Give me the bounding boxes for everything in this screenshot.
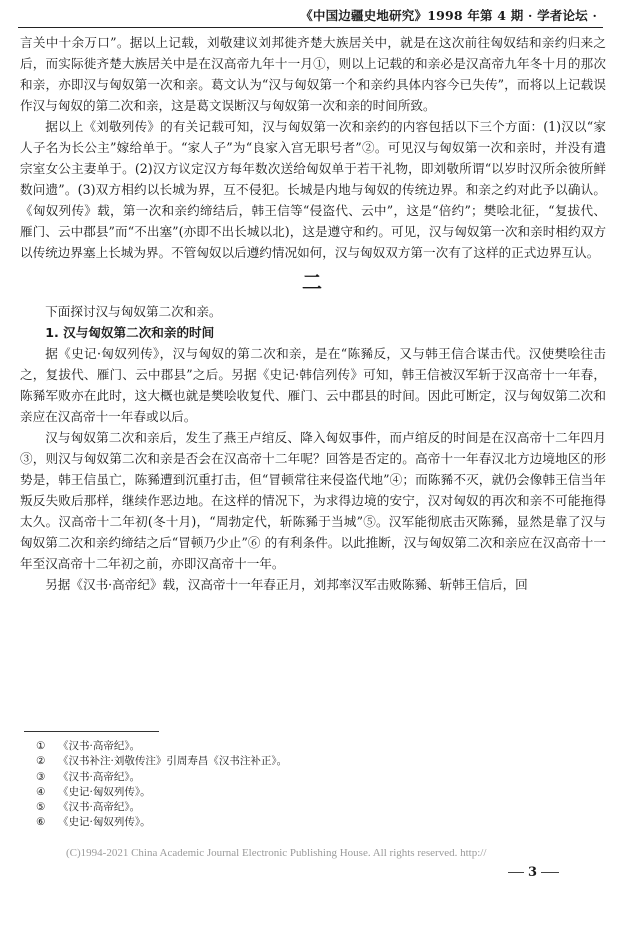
footnote — [36, 770, 456, 785]
section-number: 二 — [302, 270, 324, 294]
running-head: 《中国边疆史地研究》1998 年第 4 期 · 学者论坛 · — [300, 8, 597, 23]
paragraph-continuation: 言关中十余万口”。据以上记载，刘敬建议刘邦徙齐楚大族居关中，就是在这次前往匈奴结和亲约归来之后，而实际徙齐楚大族居关中是在汉高帝九年十一月①，则以上记载的和亲必是汉高帝九年冬十月的那次和亲，亦即汉与匈奴第一次和亲。葛文认为“汉与匈奴第一个和亲约具体内容今已失传”，而将以上记载误作汉与匈奴的第二次和亲，这是葛文误断汉与匈奴第一次和亲的时间所致。 — [20, 35, 606, 113]
paragraph-second-heqin-date: 据《史记·匈奴列传》，汉与匈奴的第二次和亲，是在“陈豨反，又与韩王信合谋击代。汉使樊哙往击之，复拔代、雁门、云中郡县”之后。另据《史记·韩信列传》可知，韩王信被汉军斩于汉高帝十一年春，陈豨军败亦在此时，这大概也就是樊哙收复代、雁门、云中郡县的时间。因此可断定，汉与匈奴第二次和亲应在汉高帝十一年春或以后。 — [20, 346, 606, 424]
paragraph-treaty-terms: 据以上《刘敬列传》的有关记载可知，汉与匈奴第一次和亲约的内容包括以下三个方面：(1)汉以“家人子名为长公主”嫁给单于。“家人子”为“良家入宫无职号者”②。可见汉与匈奴第一次和亲时，并没有遣宗室女公主妻单于。(2)汉方议定汉方每年数次送给匈奴单于若干礼物，即刘敬所谓“以岁时汉所余彼所鲜数问遗”。(3)双方相约以长城为界，互不侵犯。长城是内地与匈奴的传统边界。和亲之约对此予以确认。《匈奴列传》载，第一次和亲约缔结后，韩王信等“侵盗代、云中”，这是“倍约”；樊哙北征，“复拔代、雁门、云中郡县”而“不出塞”(亦即不出长城以北)，这是遵守和约。可见，汉与匈奴第一次和亲时相约双方以传统边界塞上长城为界。不管匈奴以后遵约情况如何，汉与匈奴双方第一次有了这样的正式边界互认。 — [20, 119, 606, 260]
footnote-list — [36, 739, 456, 831]
footnote-rule — [24, 731, 159, 732]
paragraph-lu-wan-revolt: 汉与匈奴第二次和亲后，发生了燕王卢绾反、降入匈奴事件，而卢绾反的时间是在汉高帝十二年四月③，则汉与匈奴第二次和亲是否会在汉高帝十二年呢？回答是否定的。高帝十一年春汉北方边境地区的形势是，韩王信虽亡，陈豨遭到沉重打击，但“冒顿常往来侵盗代地”④；而陈豨不灭，就仍会像韩王信当年叛反失败后那样，继续作恶边地。在这样的情况下，为求得边境的安宁，汉对匈奴的再次和亲不可能拖得太久。汉高帝十二年初(冬十月)，“周勃定代，斩陈豨于当城”⑤。汉军能彻底击灭陈豨，显然是靠了汉与匈奴第二次和亲约缔结之后“冒顿乃少止”⑥ 的有利条件。以此推断，汉与匈奴第二次和亲应在汉高帝十一年至汉高帝十二年初之前，亦即汉高帝十一年。 — [20, 430, 606, 571]
footnote-text: 《史记·匈奴列传》。 — [58, 785, 151, 798]
paragraph-section-intro: 下面探讨汉与匈奴第二次和亲。 — [45, 304, 222, 319]
footnote-mark: ⑥ — [36, 816, 46, 829]
footnote-mark: ⑤ — [36, 801, 46, 814]
footnote-text: 《汉书补注·刘敬传注》引周寿昌《汉书注补正》。 — [58, 755, 288, 768]
footnote-text: 《史记·匈奴列传》。 — [58, 816, 151, 829]
footnote — [36, 800, 456, 815]
footnote-mark: ④ — [36, 785, 46, 798]
copyright-watermark: (C)1994-2021 China Academic Journal Electronic Publishing House. All rights reserved. http:// — [66, 847, 487, 859]
footnote — [36, 754, 456, 769]
article-body — [20, 32, 606, 595]
footnote-text: 《汉书·高帝纪》。 — [58, 740, 141, 752]
footnote-text: 《汉书·高帝纪》。 — [58, 770, 141, 783]
page-number-value: 3 — [528, 865, 538, 880]
header-rule — [18, 27, 603, 28]
footnote-text: 《汉书·高帝纪》。 — [58, 801, 141, 814]
footnote-mark: ② — [36, 755, 46, 768]
footnote — [36, 785, 456, 800]
footnote-mark: ③ — [36, 770, 46, 783]
paragraph-han-shu-record: 另据《汉书·高帝纪》载，汉高帝十一年春正月，刘邦率汉军击败陈豨、斩韩王信后，回 — [45, 577, 528, 592]
footnote-mark: ① — [36, 740, 46, 752]
subsection-heading: 1. 汉与匈奴第二次和亲的时间 — [45, 325, 215, 340]
page-number — [508, 865, 559, 880]
footnote — [36, 815, 456, 830]
footnote — [36, 739, 456, 754]
